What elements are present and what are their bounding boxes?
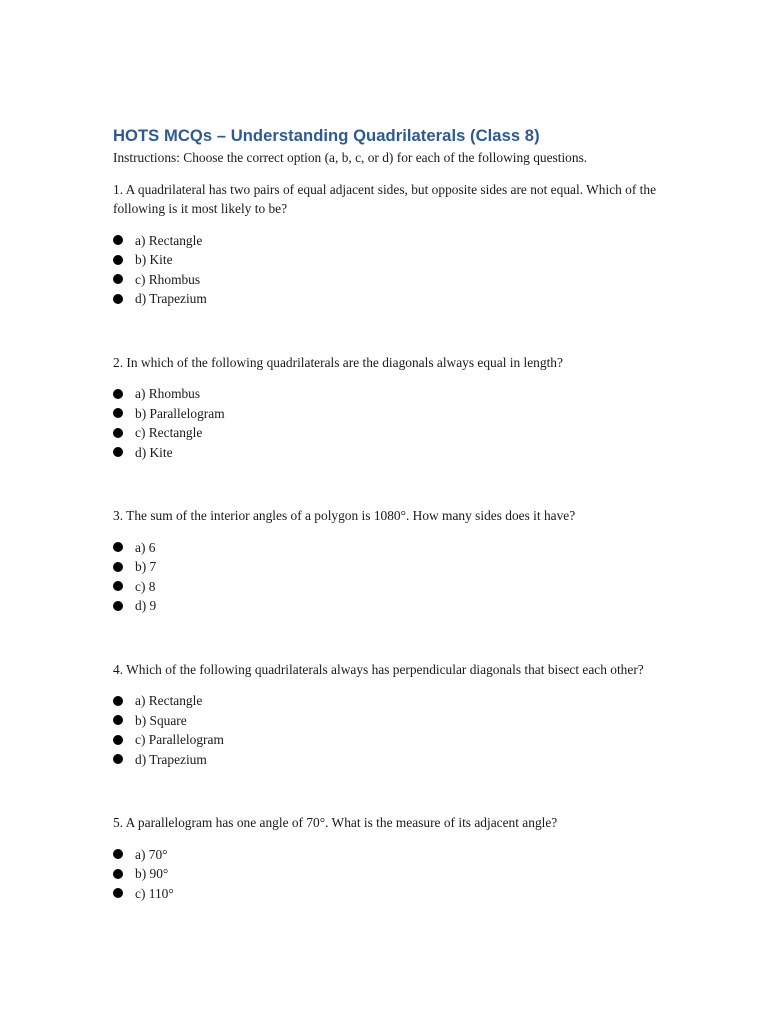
question-2 — [113, 353, 673, 463]
question-5 — [113, 813, 673, 903]
option-item — [113, 596, 673, 616]
option-label: b) Square — [135, 712, 187, 728]
bullet-icon — [113, 581, 123, 591]
bullet-icon — [113, 869, 123, 879]
question-2-options — [113, 384, 673, 462]
option-label: a) Rhombus — [135, 386, 201, 401]
bullet-icon — [113, 542, 123, 552]
bullet-icon — [113, 715, 123, 725]
bullet-icon — [113, 849, 123, 859]
bullet-icon — [113, 735, 123, 745]
question-1 — [113, 180, 673, 309]
option-label: c) Rectangle — [135, 425, 203, 440]
bullet-icon — [113, 428, 123, 438]
question-5-text: 5. A parallelogram has one angle of 70°. What is the measure of its adjacent angle? — [113, 815, 558, 830]
option-item — [113, 750, 673, 770]
bullet-icon — [113, 601, 123, 611]
question-1-options — [113, 231, 673, 309]
option-label: c) 8 — [135, 578, 156, 594]
option-item — [113, 845, 673, 865]
option-item — [113, 691, 673, 711]
bullet-icon — [113, 888, 123, 898]
option-item — [113, 270, 673, 290]
option-label: a) 6 — [135, 539, 156, 555]
document-title: HOTS MCQs – Understanding Quadrilaterals (Class 8) — [113, 126, 540, 145]
question-3 — [113, 506, 673, 616]
spacer — [113, 462, 673, 506]
bullet-icon — [113, 408, 123, 418]
question-4-options — [113, 691, 673, 769]
spacer — [113, 769, 673, 813]
option-item — [113, 538, 673, 558]
option-label: b) 7 — [135, 559, 157, 574]
option-item — [113, 404, 673, 424]
question-4-text: 4. Which of the following quadrilaterals always has perpendicular diagonals that bisect each other? — [113, 661, 644, 677]
question-4 — [113, 660, 673, 770]
option-item — [113, 730, 673, 750]
option-label: c) Parallelogram — [135, 732, 224, 747]
option-label: d) Trapezium — [135, 751, 207, 767]
bullet-icon — [113, 235, 123, 245]
bullet-icon — [113, 274, 123, 284]
document-body — [113, 124, 673, 903]
question-3-options — [113, 538, 673, 616]
option-label: b) Parallelogram — [135, 405, 225, 421]
bullet-icon — [113, 562, 123, 572]
option-label: a) Rectangle — [135, 232, 203, 248]
option-item — [113, 250, 673, 270]
option-label: b) 90° — [135, 866, 169, 881]
instructions-text: Instructions: Choose the correct option (a, b, c, or d) for each of the following questions. — [113, 150, 588, 165]
spacer — [113, 616, 673, 660]
bullet-icon — [113, 696, 123, 706]
option-label: c) Rhombus — [135, 271, 201, 287]
option-item — [113, 557, 673, 577]
option-label: a) Rectangle — [135, 693, 203, 708]
option-item — [113, 423, 673, 443]
bullet-icon — [113, 294, 123, 304]
option-label: d) Kite — [135, 444, 173, 460]
option-item — [113, 231, 673, 251]
spacer — [113, 309, 673, 353]
option-item — [113, 443, 673, 463]
bullet-icon — [113, 447, 123, 457]
option-label: d) Trapezium — [135, 291, 207, 306]
option-item — [113, 577, 673, 597]
bullet-icon — [113, 255, 123, 265]
option-label: d) 9 — [135, 598, 157, 613]
bullet-icon — [113, 389, 123, 399]
option-item — [113, 711, 673, 731]
option-label: b) Kite — [135, 252, 173, 267]
option-item — [113, 384, 673, 404]
option-item — [113, 884, 673, 904]
question-1-text: 1. A quadrilateral has two pairs of equal adjacent sides, but opposite sides are not equal. Which of the following is it most likely to be? — [113, 181, 657, 216]
option-item — [113, 289, 673, 309]
option-item — [113, 864, 673, 884]
option-label: a) 70° — [135, 846, 168, 862]
option-label: c) 110° — [135, 885, 174, 901]
bullet-icon — [113, 754, 123, 764]
question-3-text: 3. The sum of the interior angles of a polygon is 1080°. How many sides does it have? — [113, 508, 576, 523]
question-2-text: 2. In which of the following quadrilaterals are the diagonals always equal in length? — [113, 354, 563, 370]
question-5-options — [113, 845, 673, 904]
